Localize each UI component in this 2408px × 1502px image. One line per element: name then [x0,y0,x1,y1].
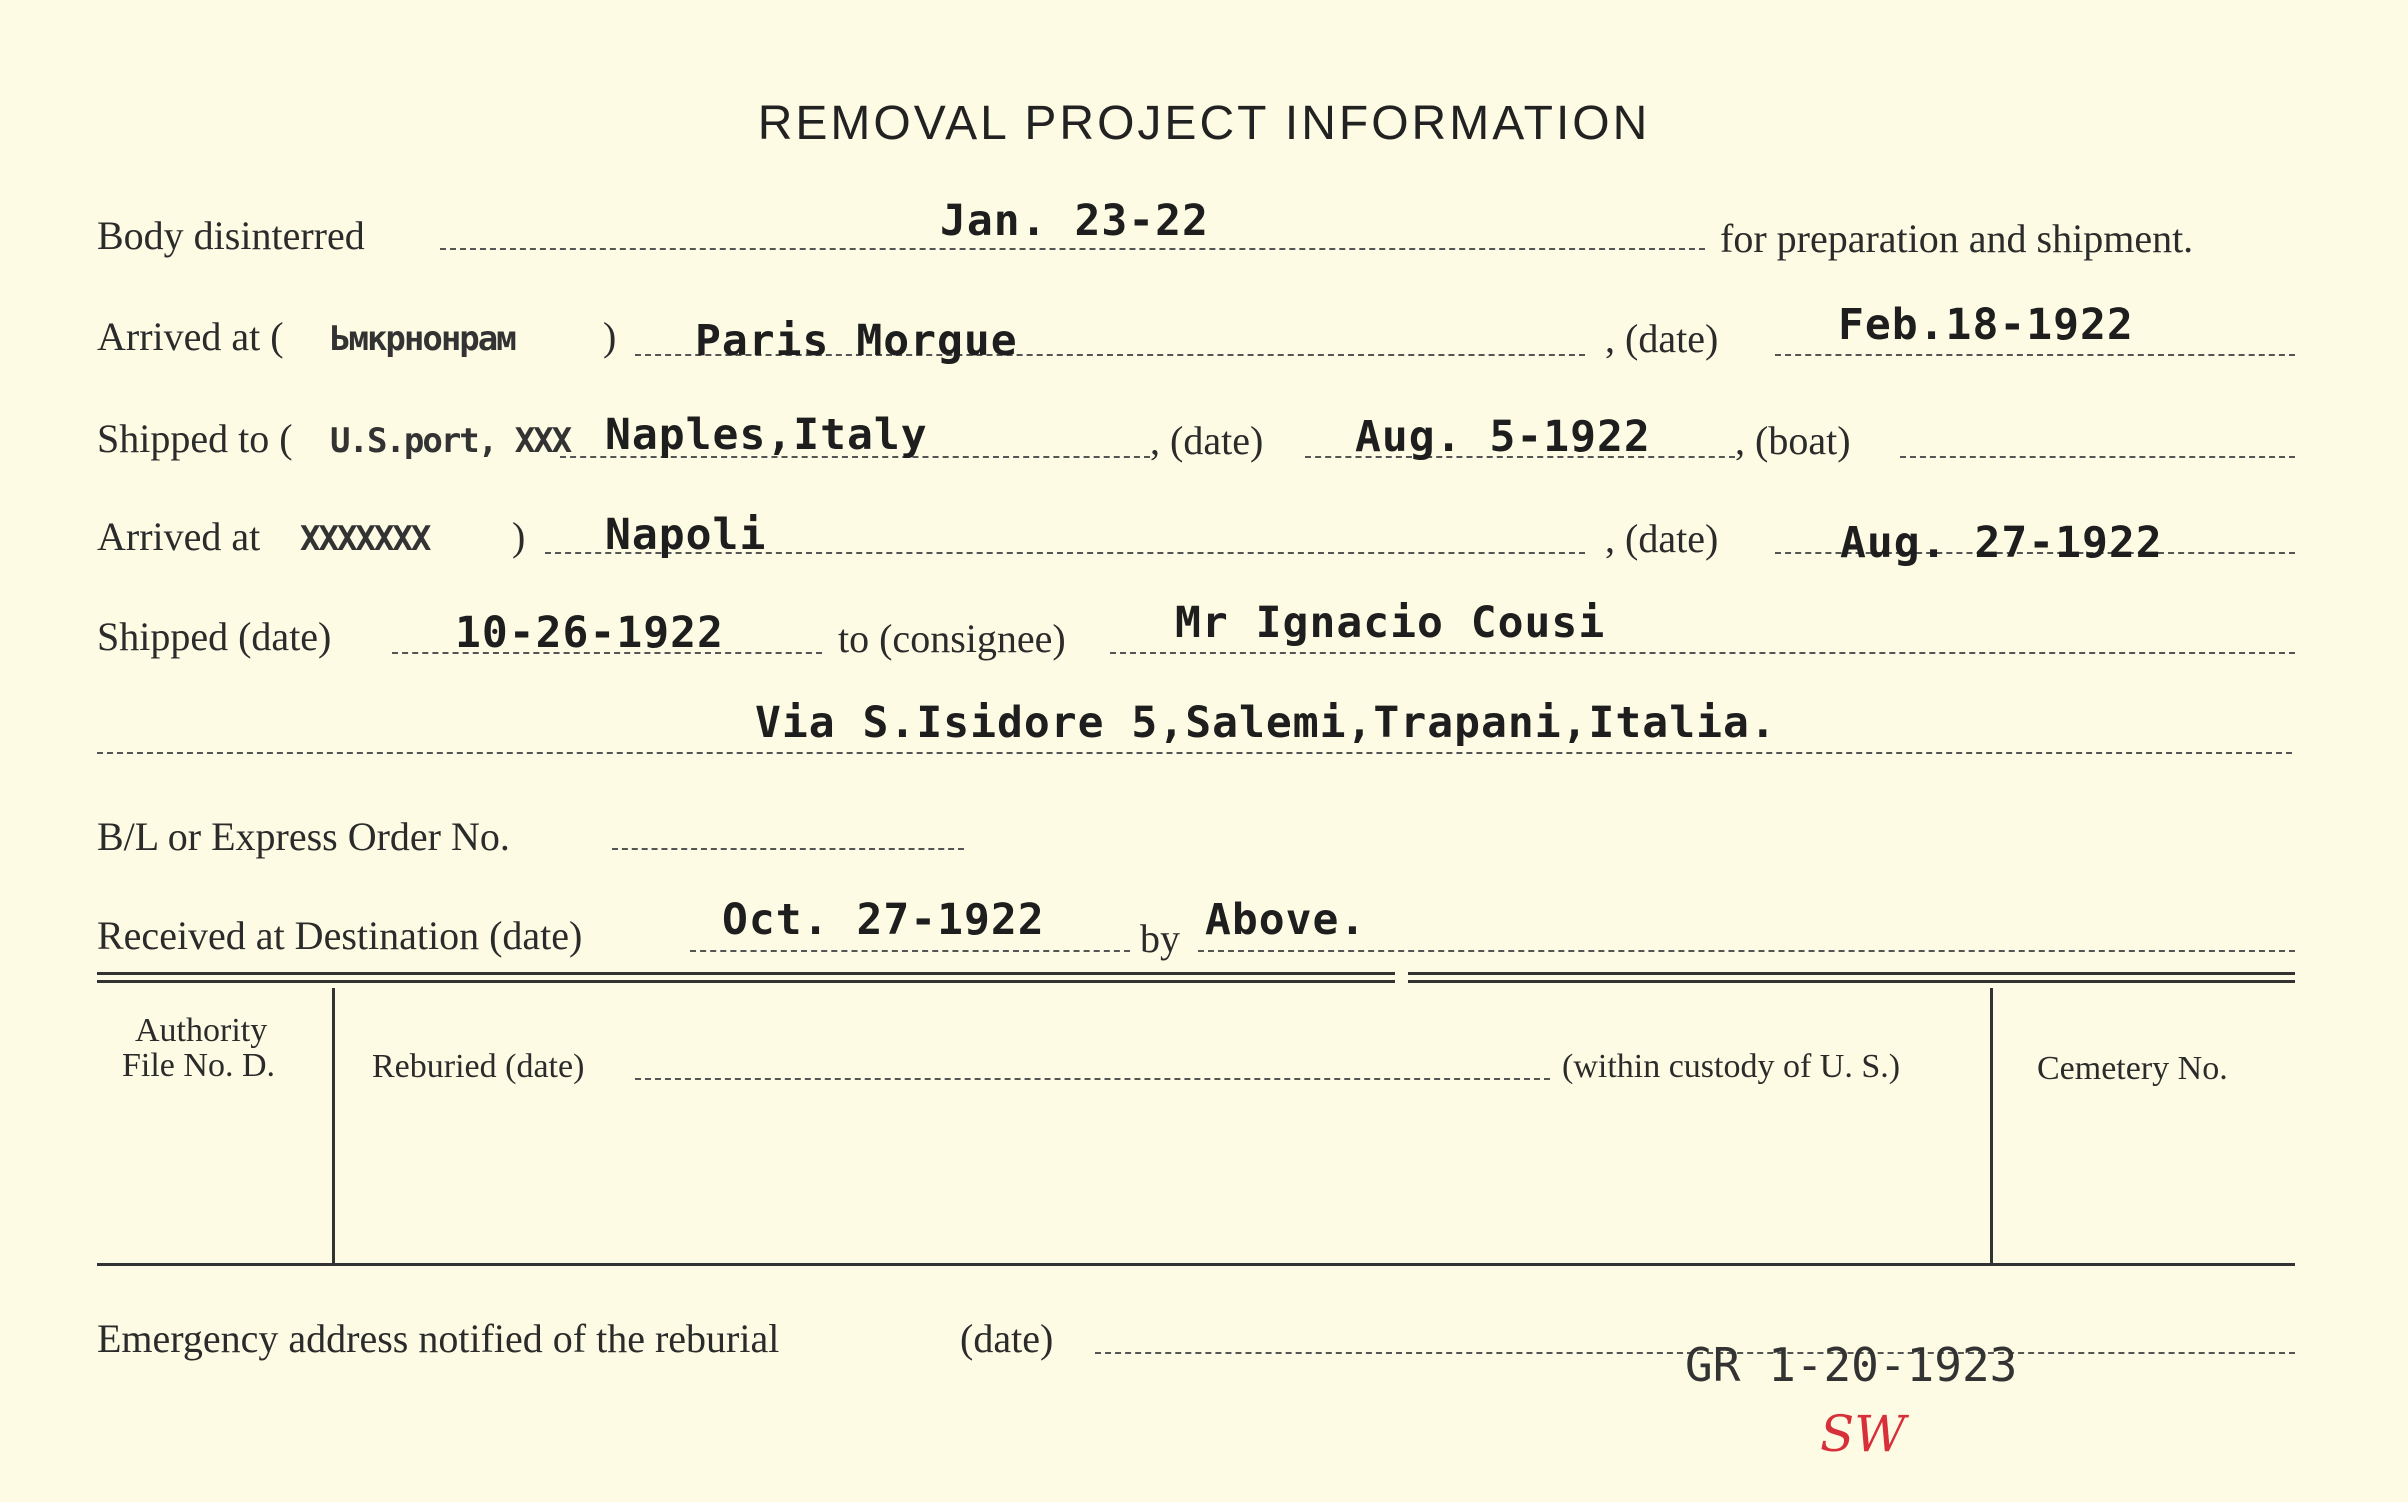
arrived-date-label: , (date) [1605,316,1719,361]
gr-date-stamp: GR 1-20-1923 [1685,1338,2018,1392]
rule-top-b2 [1408,980,2295,983]
shipped-to-struck: U.S.port, XXX [330,421,571,461]
authority-label-2: File No. D. [122,1047,275,1084]
authority-label-1: Authority [135,1012,268,1049]
arrived-at-struck: Ьмкрнонрам [330,319,515,359]
rule-top-a1 [97,972,1395,975]
cemetery-label: Cemetery No. [2037,1050,2228,1087]
card-title: REMOVAL PROJECT INFORMATION [757,97,1651,150]
shipped-to-place: Naples,Italy [605,410,928,460]
consignee-line [1110,652,2295,654]
received-by-line [1198,950,2295,952]
rule-top-b1 [1408,972,2295,975]
consignee-name: Mr Ignacio Cousi [1175,598,1606,648]
body-disinterred-suffix: for preparation and shipment. [1720,216,2194,261]
bl-order-label: B/L or Express Order No. [97,814,510,859]
received-date-line [690,950,1130,952]
table-divider-right [1990,988,1993,1263]
emergency-date-label: (date) [960,1316,1054,1361]
arrived-2-date: Aug. 27-1922 [1840,518,2163,568]
table-bottom-rule [97,1263,2295,1266]
arrived-at-label: Arrived at ( [97,314,284,359]
received-by-label: by [1140,916,1180,961]
body-disinterred-line [440,248,1705,250]
received-by: Above. [1205,895,1367,945]
boat-label: , (boat) [1735,418,1851,463]
arrived-at-2-label: Arrived at [97,514,261,559]
reburied-line [635,1078,1550,1080]
arrived-at-close: ) [603,314,617,359]
consignee-label: to (consignee) [838,616,1066,661]
received-label: Received at Destination (date) [97,913,583,958]
reburied-label: Reburied (date) [372,1048,585,1085]
address-line [97,752,2292,754]
shipped-date-label: , (date) [1150,418,1264,463]
shipped-date: Aug. 5-1922 [1355,412,1651,462]
arrived-at-2-struck: XXXXXXX [300,519,430,559]
received-date: Oct. 27-1922 [722,895,1045,945]
rule-top-a2 [97,980,1395,983]
body-disinterred-date: Jan. 23-22 [940,196,1209,246]
emergency-label: Emergency address notified of the reburial [97,1316,780,1361]
consignee-address: Via S.Isidore 5,Salemi,Trapani,Italia. [755,698,1777,748]
shipped-date-2: 10-26-1922 [455,608,724,658]
arrived-2-date-label: , (date) [1605,516,1719,561]
shipped-date-2-label: Shipped (date) [97,614,332,659]
arrived-at-place: Paris Morgue [695,316,1018,366]
arrived-date-line [1775,354,2295,356]
table-divider-left [332,988,335,1263]
arrived-date: Feb.18-1922 [1838,300,2134,350]
red-initials: SW [1820,1405,1906,1463]
custody-label: (within custody of U. S.) [1562,1048,1901,1085]
shipped-to-label: Shipped to ( [97,416,293,461]
arrived-at-2-close: ) [512,514,526,559]
boat-line [1900,456,2295,458]
bl-order-line [612,848,964,850]
arrived-at-2-place: Napoli [605,510,767,560]
body-disinterred-label: Body disinterred [97,213,365,258]
